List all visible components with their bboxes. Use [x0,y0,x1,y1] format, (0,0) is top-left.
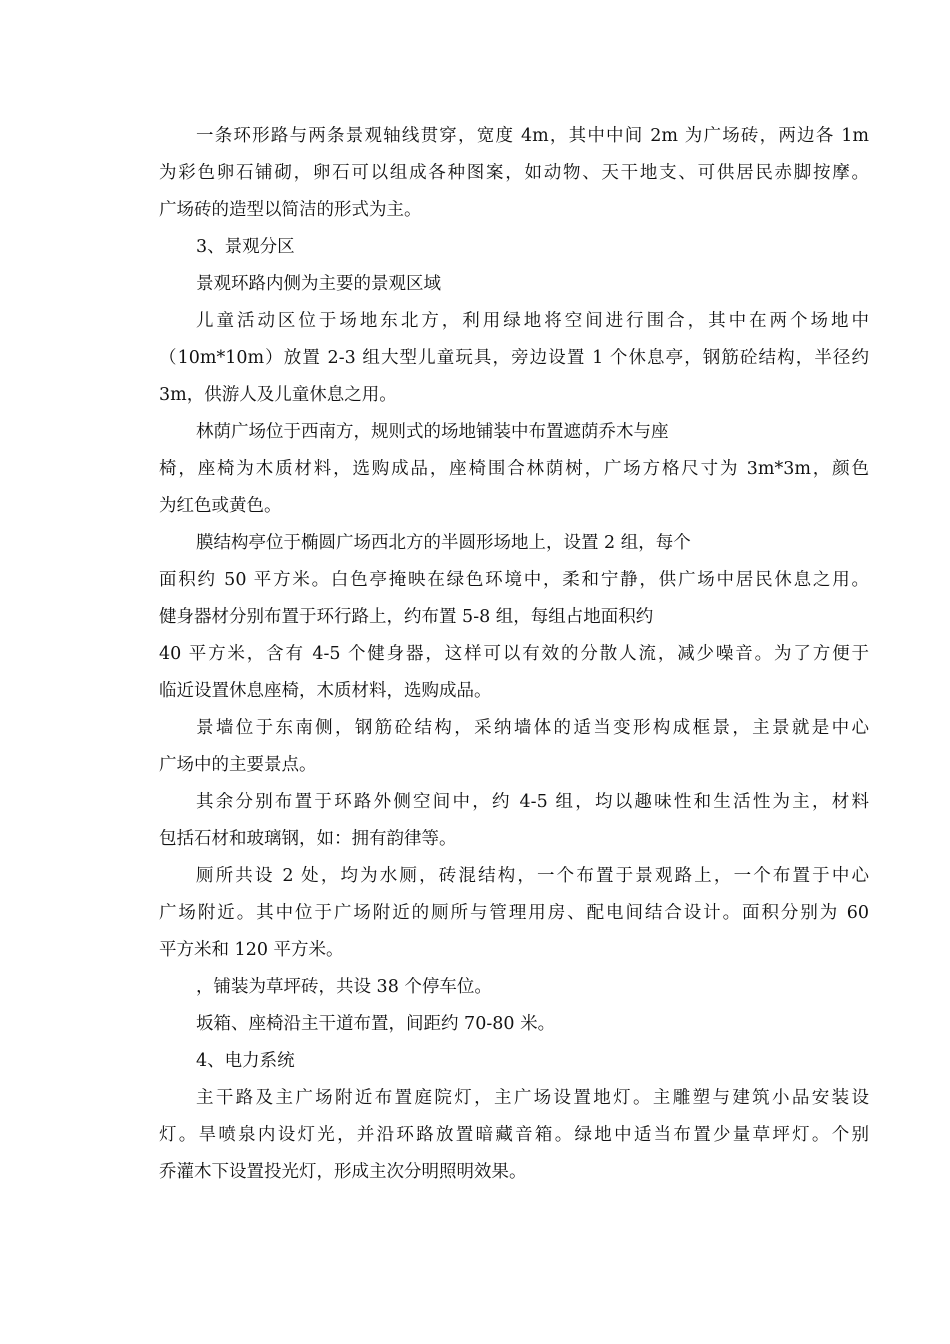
text-line: 3m，供游人及儿童休息之用。 [159,385,397,405]
text-line: 主干路及主广场附近布置庭院灯，主广场设置地灯。主雕塑与建筑小品安装设 [196,1088,869,1108]
text-line: 景墙位于东南侧，钢筋砼结构，采纳墙体的适当变形构成框景，主景就是中心 [196,718,869,738]
text-line: 平方米和 120 平方米。 [159,940,344,960]
document-body [159,118,869,1191]
text-line: 包括石材和玻璃钢，如：拥有韵律等。 [159,829,457,849]
text-line: 广场砖的造型以简洁的形式为主。 [159,200,422,220]
text-line: 坂箱、座椅沿主干道布置，间距约 70-80 米。 [196,1014,556,1034]
text-line: ，铺装为草坪砖，共设 38 个停车位。 [196,977,492,997]
text-line: 广场附近。其中位于广场附近的厕所与管理用房、配电间结合设计。面积分别为 60 [159,903,869,923]
text-line: 为红色或黄色。 [159,496,282,516]
text-line: 林荫广场位于西南方，规则式的场地铺装中布置遮荫乔木与座 [196,422,669,442]
text-line: 临近设置休息座椅，木质材料，选购成品。 [159,681,492,701]
section-heading: 3、景观分区 [196,237,295,257]
text-line: 景观环路内侧为主要的景观区域 [196,274,441,294]
text-line: 面积约 50 平方米。白色亭掩映在绿色环境中，柔和宁静，供广场中居民休息之用。 [159,570,869,590]
text-line: 椅，座椅为木质材料，选购成品，座椅围合林荫树，广场方格尺寸为 3m*3m，颜色 [159,459,869,479]
text-line: 广场中的主要景点。 [159,755,317,775]
text-line: 厕所共设 2 处，均为水厕，砖混结构，一个布置于景观路上，一个布置于中心 [196,866,869,886]
text-line: 灯。旱喷泉内设灯光，并沿环路放置暗藏音箱。绿地中适当布置少量草坪灯。个别 [159,1125,869,1145]
text-line: 健身器材分别布置于环行路上，约布置 5-8 组，每组占地面积约 [159,607,654,627]
text-line: 其余分别布置于环路外侧空间中，约 4-5 组，均以趣味性和生活性为主，材料 [196,792,869,812]
text-line: 40 平方米，含有 4-5 个健身器，这样可以有效的分散人流，减少噪音。为了方便于 [159,644,869,664]
text-line: 为彩色卵石铺砌，卵石可以组成各种图案，如动物、天干地支、可供居民赤脚按摩。 [159,163,869,183]
text-line: 膜结构亭位于椭圆广场西北方的半圆形场地上，设置 2 组，每个 [196,533,691,553]
section-heading: 4、电力系统 [196,1051,295,1071]
text-line: 儿童活动区位于场地东北方，利用绿地将空间进行围合，其中在两个场地中 [196,311,869,331]
text-line: 一条环形路与两条景观轴线贯穿，宽度 4m，其中中间 2m 为广场砖，两边各 1m [196,126,869,146]
text-line: （10m*10m）放置 2-3 组大型儿童玩具，旁边设置 1 个休息亭，钢筋砼结构，半径约 [159,348,869,368]
text-line: 乔灌木下设置投光灯，形成主次分明照明效果。 [159,1162,527,1182]
